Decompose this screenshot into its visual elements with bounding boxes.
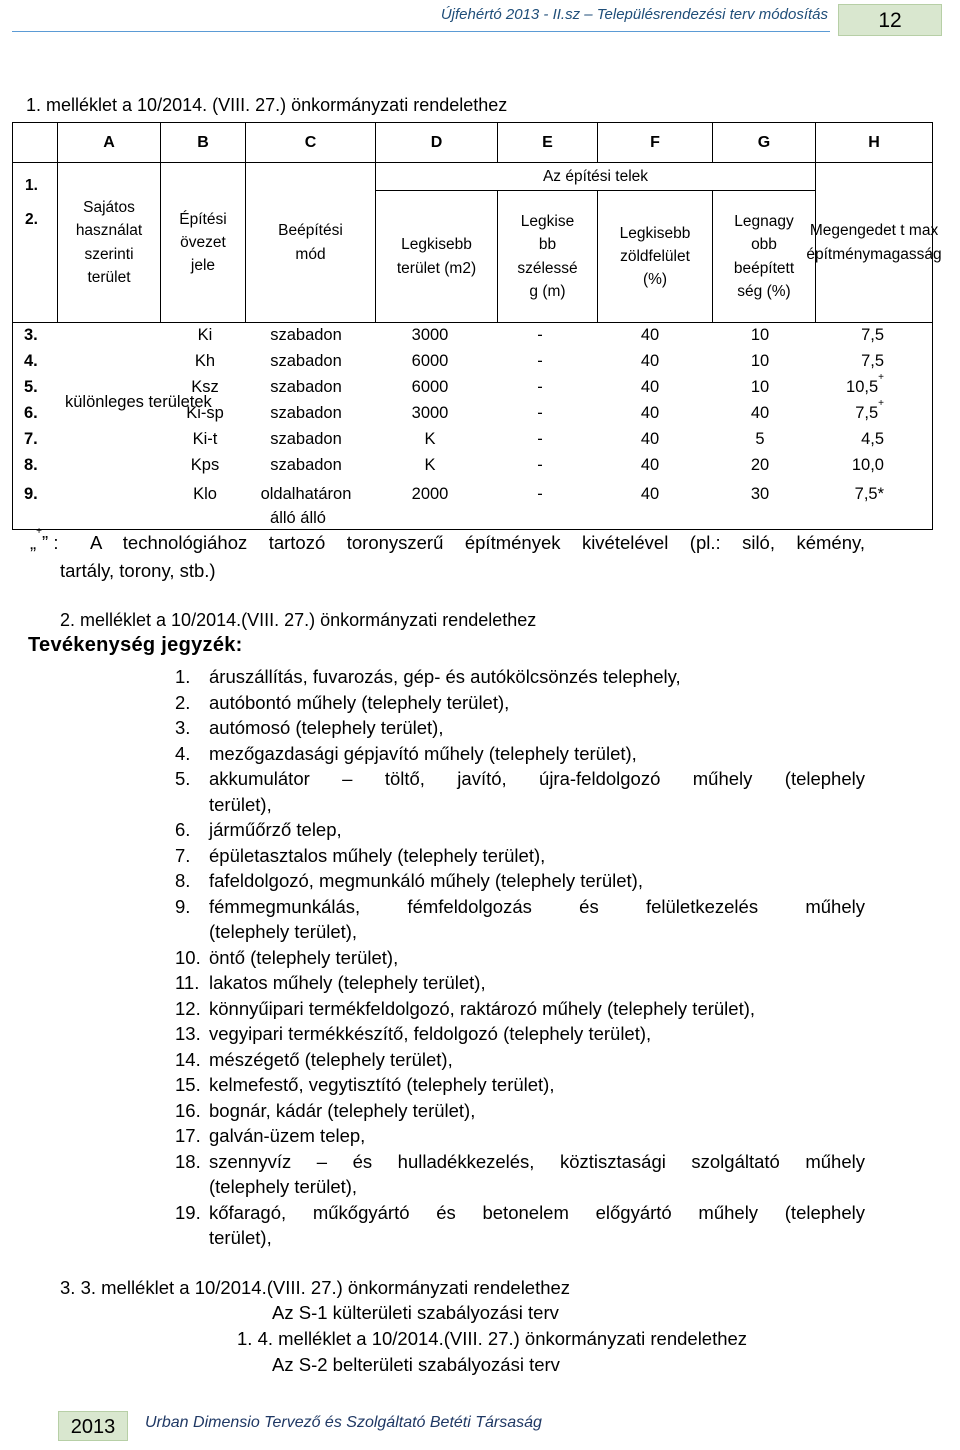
activity-item-number: 16. (175, 1099, 201, 1121)
row-number: 5. (24, 378, 38, 396)
activity-list-heading: Tevékenység jegyzék: (28, 634, 243, 656)
cell-green: 40 (640, 430, 660, 448)
activity-item (175, 970, 865, 996)
cell-zone: Kps (190, 456, 220, 474)
activity-item-number: 4. (175, 742, 191, 764)
activity-item-text: szennyvíz – és hulladékkezelés, köztisztasági szolgáltató műhely (209, 1150, 865, 1172)
header-min-area: Legkisebb terület (m2) (376, 191, 498, 323)
cell-mode: szabadon (270, 456, 342, 474)
activity-item-text: galván-üzem telep, (209, 1125, 366, 1146)
cell-zone: Ki (197, 326, 213, 344)
cell-built: 40 (750, 404, 770, 422)
cell-mode: szabadon (270, 378, 342, 396)
cell-height-value: 7,5* (854, 485, 884, 503)
activity-item-number: 14. (175, 1048, 201, 1070)
activity-item-number: 18. (175, 1150, 201, 1172)
activity-item-text-cont: (telephely terület), (209, 921, 358, 942)
activity-item-number: 2. (175, 691, 191, 713)
row-num-2: 2. (25, 211, 38, 228)
activity-item-number: 9. (175, 895, 191, 917)
cell-height (855, 398, 884, 423)
cell-mode-cont: álló álló (270, 509, 326, 527)
cell-green: 40 (640, 378, 660, 396)
col-letter-c: C (246, 123, 376, 163)
header-min-width: Legkise bb szélessé g (m) (498, 191, 598, 323)
activity-item-text-cont: (telephely terület), (209, 1176, 358, 1197)
row-number: 7. (24, 430, 38, 448)
activity-item-number: 3. (175, 717, 191, 738)
cell-width: - (537, 456, 543, 474)
cell-built: 30 (750, 485, 770, 503)
activity-item-text: fémmegmunkálás, fémfeldolgozás és felületkezelés műhely (209, 895, 865, 917)
activity-list (175, 664, 865, 1251)
cell-area: 3000 (411, 326, 449, 344)
row-number: 6. (24, 404, 38, 422)
cell-area: K (424, 456, 436, 474)
activity-item-text-cont: terület), (209, 793, 272, 815)
note-quote-close: ” : (42, 532, 59, 553)
cell-zone: Kh (194, 352, 216, 370)
col-letter-b: B (161, 123, 246, 163)
activity-item-text: akkumulátor – töltő, javító, újra-feldolgozó műhely (telephely (209, 768, 865, 789)
cell-height-value: 7,5 (861, 326, 884, 344)
activity-item-text: mészégető (telephely terület), (209, 1048, 453, 1070)
activity-item (175, 843, 865, 869)
col-letter-e: E (498, 123, 598, 163)
cell-built: 10 (750, 326, 770, 344)
activity-item-text: bognár, kádár (telephely terület), (209, 1099, 476, 1121)
cell-width: - (537, 404, 543, 422)
activity-item-number: 5. (175, 768, 191, 789)
row-number: 9. (24, 485, 38, 503)
cell-height (852, 456, 884, 475)
activity-item (175, 664, 865, 690)
activity-item-text: öntő (telephely terület), (209, 946, 399, 968)
col-letter-a: A (58, 123, 161, 163)
activity-item (175, 690, 865, 716)
regulation-table (12, 122, 942, 530)
cell-height-value: 7,5 (861, 352, 884, 370)
cell-width: - (537, 430, 543, 448)
cell-mode: szabadon (270, 352, 342, 370)
cell-zone: Ki-t (192, 430, 218, 448)
cell-width: - (537, 352, 543, 370)
note-text: A technológiához tartozó toronyszerű építmények kivételével (pl.: siló, kémény, (90, 532, 865, 553)
activity-item-number: 11. (175, 972, 200, 993)
row-num-1: 1. (25, 177, 38, 194)
activity-item-number: 13. (175, 1023, 201, 1044)
activity-item-number: 6. (175, 819, 191, 840)
header-max-height: Megengedet t max építménymagasság (816, 163, 933, 323)
row-num-header (13, 163, 58, 323)
activity-item-number: 17. (175, 1125, 201, 1146)
activity-item (175, 766, 865, 817)
cell-height-value: 4,5 (861, 430, 884, 448)
activity-item-text-cont: terület), (209, 1227, 272, 1248)
activity-item (175, 894, 865, 945)
activity-item-number: 19. (175, 1201, 201, 1223)
annex-3-title: 3. 3. melléklet a 10/2014.(VIII. 27.) önkormányzati rendelethez (60, 1277, 571, 1298)
activity-item-number: 7. (175, 844, 191, 866)
cell-zone: Ksz (191, 378, 219, 396)
activity-item (175, 996, 865, 1022)
annex-2-title: 2. melléklet a 10/2014.(VIII. 27.) önkormányzati rendelethez (60, 610, 537, 630)
col-letter-g: G (713, 123, 816, 163)
page-number: 12 (838, 4, 942, 36)
annex-3-subtitle: Az S-1 külterületi szabályozási terv (272, 1302, 559, 1323)
cell-mode: szabadon (270, 404, 342, 422)
cell-mode: szabadon (270, 326, 342, 344)
header-divider (12, 31, 830, 32)
cell-area: 2000 (411, 485, 449, 503)
cell-built: 5 (755, 430, 765, 448)
cell-zone: Klo (193, 485, 217, 503)
activity-item-text: vegyipari termékkészítő, feldolgozó (telephely terület), (209, 1023, 652, 1044)
activity-item-number: 8. (175, 870, 191, 891)
cell-green: 40 (640, 485, 660, 503)
cell-width: - (537, 485, 543, 503)
row-number: 4. (24, 352, 38, 370)
cell-height-value: 7,5 (855, 404, 879, 422)
activity-item-text: autóbontó műhely (telephely terület), (209, 691, 510, 713)
activity-item (175, 1200, 865, 1251)
header-plot-group: Az építési telek (376, 163, 816, 191)
header-zone-code: Építési övezet jele (161, 163, 246, 323)
activity-item (175, 1123, 865, 1149)
cell-green: 40 (640, 352, 660, 370)
activity-item-number: 15. (175, 1074, 201, 1095)
activity-item (175, 1098, 865, 1124)
activity-item (175, 1021, 865, 1047)
cell-built: 10 (750, 378, 770, 396)
note-marker (30, 526, 59, 554)
cell-height-sup: + (878, 398, 884, 409)
cell-area: 6000 (411, 378, 449, 396)
document-header-title: Újfehértó 2013 - II.sz – Településrendezési terv módosítás (440, 6, 828, 23)
footer-company: Urban Dimensio Tervező és Szolgáltató Betéti Társaság (145, 1414, 542, 1431)
activity-item (175, 741, 865, 767)
cell-built: 10 (750, 352, 770, 370)
cell-height (861, 352, 884, 371)
cell-height (855, 485, 884, 504)
activity-item (175, 715, 865, 741)
cell-green: 40 (640, 404, 660, 422)
cell-height (861, 326, 884, 345)
cell-width: - (537, 378, 543, 396)
activity-item (175, 1149, 865, 1200)
table-body (13, 323, 933, 530)
col-letter-d: D (376, 123, 498, 163)
area-label: különleges területek (65, 393, 212, 411)
header-max-built: Legnagy obb beépített ség (%) (713, 191, 816, 323)
activity-item-number: 12. (175, 997, 201, 1019)
activity-item-text: lakatos műhely (telephely terület), (209, 972, 486, 993)
footer-year: 2013 (58, 1411, 128, 1441)
activity-item-text: autómosó (telephely terület), (209, 717, 444, 738)
annex-4-title: 1. 4. melléklet a 10/2014.(VIII. 27.) önkormányzati rendelethez (237, 1328, 748, 1349)
cell-mode: oldalhatáron (260, 485, 352, 503)
cell-built: 20 (750, 456, 770, 474)
cell-green: 40 (640, 326, 660, 344)
cell-green: 40 (640, 456, 660, 474)
header-area-use: Sajátos használat szerinti terület (58, 163, 161, 323)
activity-item (175, 1072, 865, 1098)
note-quote: „ (30, 532, 37, 553)
note-text-cont: tartály, torony, stb.) (60, 560, 216, 581)
cell-area: 6000 (411, 352, 449, 370)
note-sup: + (36, 526, 43, 537)
header-build-mode: Beépítési mód (246, 163, 376, 323)
activity-item-text: kőfaragó, műkőgyártó és betonelem előgyártó műhely (telephely (209, 1201, 865, 1223)
activity-item-text: járműőrző telep, (209, 819, 342, 840)
annex-4-subtitle: Az S-2 belterületi szabályozási terv (272, 1354, 560, 1375)
cell-width: - (537, 326, 543, 344)
cell-mode: szabadon (270, 430, 342, 448)
activity-item-text: kelmefestő, vegytisztító (telephely terület), (209, 1074, 555, 1095)
cell-area: 3000 (411, 404, 449, 422)
activity-item (175, 945, 865, 971)
cell-height-sup: + (878, 372, 884, 383)
activity-item-text: könnyűipari termékfeldolgozó, raktározó műhely (telephely terület), (209, 997, 756, 1019)
header-min-green: Legkisebb zöldfelület (%) (598, 191, 713, 323)
activity-item (175, 868, 865, 894)
activity-item-number: 1. (175, 666, 191, 687)
activity-item-number: 10. (175, 946, 201, 968)
activity-item-text: épületasztalos műhely (telephely terület), (209, 844, 546, 866)
cell-height (846, 372, 884, 397)
cell-height (861, 430, 884, 449)
annex-1-title: 1. melléklet a 10/2014. (VIII. 27.) önkormányzati rendelethez (26, 95, 508, 115)
row-number: 8. (24, 456, 38, 474)
activity-item-text: fafeldolgozó, megmunkáló műhely (telephely terület), (209, 870, 643, 891)
activity-item (175, 817, 865, 843)
col-letter-h: H (816, 123, 933, 163)
activity-item-text: áruszállítás, fuvarozás, gép- és autókölcsönzés telephely, (209, 666, 681, 687)
activity-item (175, 1047, 865, 1073)
col-letter-empty (13, 123, 58, 163)
cell-zone: Ki-sp (186, 404, 224, 422)
cell-area: K (424, 430, 436, 448)
activity-item-text: mezőgazdasági gépjavító műhely (telephely terület), (209, 742, 637, 764)
cell-height-value: 10,0 (851, 456, 884, 474)
col-letter-f: F (598, 123, 713, 163)
row-number: 3. (24, 326, 38, 344)
cell-height-value: 10,5 (846, 378, 879, 396)
